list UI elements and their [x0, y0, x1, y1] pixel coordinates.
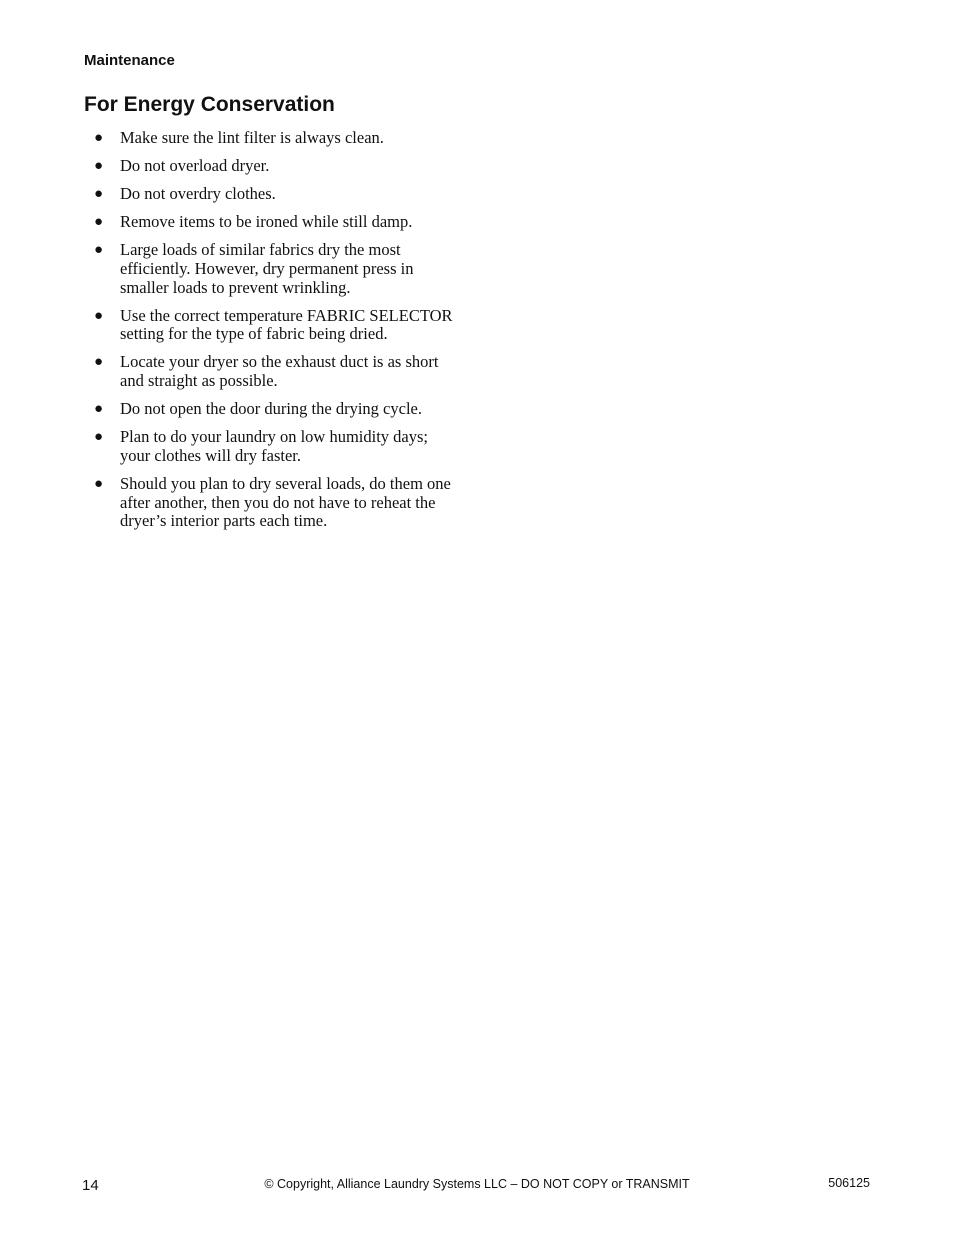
list-item-text: Use the correct temperature FABRIC SELECTOR setting for the type of fabric being dried. [120, 305, 453, 344]
bullet-icon: ● [94, 130, 104, 146]
list-item [94, 475, 460, 531]
list-item-text: Large loads of similar fabrics dry the most efficiently. However, dry permanent press in smaller loads to prevent wrinkling. [120, 239, 414, 297]
bullet-icon: ● [94, 213, 104, 230]
list-item-text: Remove items to be ironed while still damp. [120, 211, 413, 231]
list-item [94, 157, 460, 176]
list-item-text: Do not overload dryer. [120, 155, 270, 175]
running-head: Maintenance [84, 52, 175, 69]
page-number: 14 [82, 1177, 99, 1194]
list-item-text: Do not overdry clothes. [120, 183, 276, 203]
list-item-text: Do not open the door during the drying cycle. [120, 399, 422, 419]
copyright-notice: © Copyright, Alliance Laundry Systems LLC – DO NOT COPY or TRANSMIT [264, 1177, 690, 1191]
list-item-text: Make sure the lint filter is always clean. [120, 128, 384, 147]
list-item [94, 129, 460, 148]
document-number: 506125 [828, 1176, 870, 1190]
list-item [94, 400, 460, 419]
list-item [94, 241, 460, 297]
bullet-icon: ● [94, 475, 104, 492]
bullet-icon: ● [94, 401, 104, 418]
list-item [94, 213, 460, 232]
list-item [94, 307, 460, 345]
list-item-text: Locate your dryer so the exhaust duct is as short and straight as possible. [120, 352, 439, 391]
bullet-icon: ● [94, 354, 104, 371]
section-title: For Energy Conservation [84, 93, 335, 116]
bullet-icon: ● [94, 307, 104, 324]
energy-tips-list [94, 129, 460, 540]
bullet-icon: ● [94, 157, 104, 174]
list-item [94, 353, 460, 391]
bullet-icon: ● [94, 429, 104, 446]
bullet-icon: ● [94, 185, 104, 202]
list-item [94, 185, 460, 204]
list-item-text: Plan to do your laundry on low humidity days; your clothes will dry faster. [120, 427, 428, 465]
list-item-text: Should you plan to dry several loads, do them one after another, then you do not have to reheat the dryer’s interior parts each time. [120, 473, 451, 531]
bullet-icon: ● [94, 241, 104, 258]
list-item [94, 428, 460, 466]
